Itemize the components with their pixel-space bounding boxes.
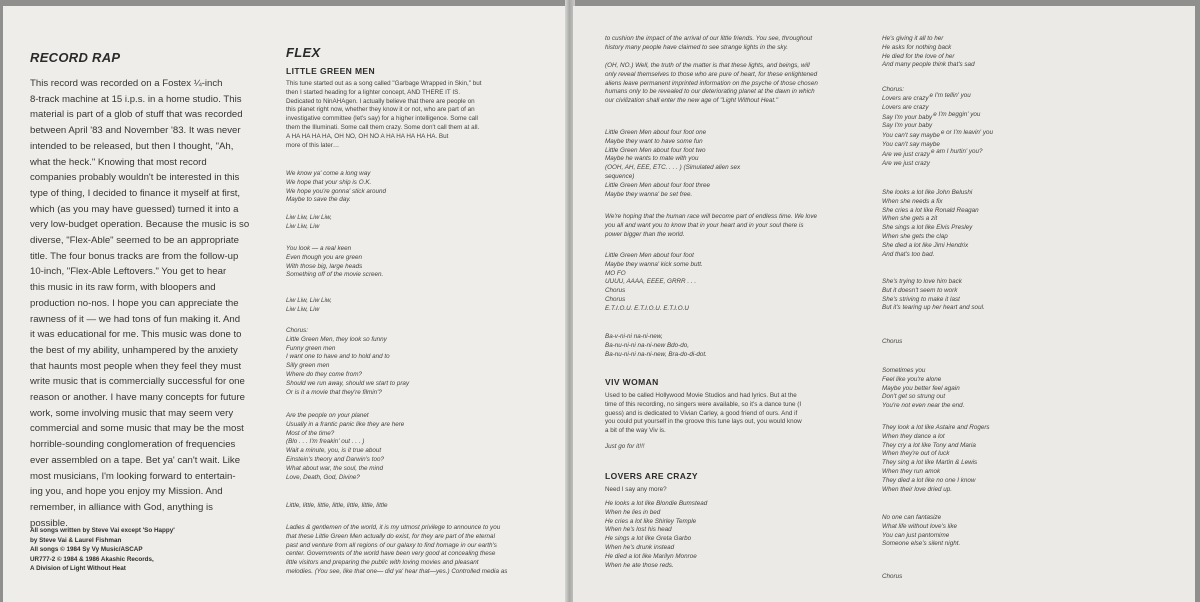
rap-line: ever assembled on a tape. Bet ya' can't wait. Like [30, 454, 241, 466]
lyric-line: You're not even near the end. [882, 402, 965, 410]
lyric-line: When they run amok [882, 467, 941, 475]
chorus-aside: e I'm tellin' you [929, 92, 971, 99]
lyric-line: You can just pantomime [882, 531, 950, 539]
rap-line: diverse, "Flex-Able" seemed to be an appropriate [30, 235, 239, 247]
rap-line: companies probably wouldn't be interested in this [30, 172, 240, 184]
lyric-line: aliens leave permanent imprinted information on the psyche of those chosen [605, 79, 818, 87]
lyric-line: She looks a lot like John Belushi [882, 189, 973, 196]
rap-line: the best of my ability, unhampered by the anxiety [30, 344, 238, 356]
lyric-line: Maybe they wanna' kick some butt. [605, 260, 703, 268]
flex-column [286, 6, 558, 602]
lyric-line: She cries a lot like Ronald Reagan [882, 206, 979, 214]
lyric-line: our civilization shall enter the new age of "Light Without Heat." [605, 97, 779, 105]
lyric-line: guess) and is dedicated to Vivian Carley, a good friend of ours. And if [605, 409, 798, 417]
chorus-aside: e am I hurtin' you? [930, 147, 983, 155]
credit-line: All songs written by Steve Vai except 'So Happy' [30, 527, 175, 534]
trying-verse [882, 278, 985, 313]
rap-line: horrible-sounding conglomeration of frequencies [30, 439, 236, 451]
right-page [573, 6, 1195, 602]
rap-line: reason or another. I have many concepts for future [30, 392, 245, 404]
credit-line: UR777-2 © 1984 & 1986 Akashic Records, [30, 555, 154, 563]
chorus-2: Chorus [882, 338, 903, 345]
lyric-line: Something off of the movie screen. [286, 271, 384, 279]
lyric-line: Chorus [605, 287, 626, 295]
lyric-line: Sometimes you [882, 367, 926, 374]
astaire-verse [882, 424, 990, 494]
little-line: Little, little, little, little, little, little, little [286, 502, 388, 509]
lyric-line: center. Governments of the world have been very good at concealing these [286, 550, 496, 558]
lyric-line: They died a lot like no one I know [882, 476, 976, 484]
lyric-line: Funny green men [286, 344, 336, 352]
lyric-line: melodies. (You see, like that one— did ya' hear that—yes.) Controlled media as [286, 567, 508, 575]
rap-line: material is part of a glob of stuff that was recorded [30, 109, 243, 121]
lyric-line: When he ate those reds. [605, 561, 674, 569]
lyric-line: Maybe you better feel again [882, 384, 960, 392]
rap-line: production no-nos. I hope you can appreciate the [30, 297, 239, 309]
lyric-line: When he lies in bed [605, 508, 661, 516]
lyric-line: Feel like you're alone [882, 375, 942, 383]
chorus-aside: e or I'm leavin' you [940, 129, 994, 137]
rap-line: work, some involving music that may seem very [30, 407, 234, 419]
lyric-line: sequence) [605, 172, 635, 180]
chorus-line [882, 129, 994, 141]
record-rap-body [30, 76, 249, 531]
chorus-line [882, 110, 993, 123]
lyric-line: little visitors and preparing the public with loving movies and pleasant [286, 559, 479, 567]
flex-title: FLEX [286, 45, 321, 60]
lyric-line: that these Little Green Men actually do exist, for they are part of the eternal [286, 532, 495, 540]
lyric-line: With those big, large heads [286, 262, 363, 270]
chorus-line-text: Lovers are crazy [882, 95, 929, 102]
lyric-line: When she needs a fix [882, 197, 943, 205]
lyric-line: But it doesn't seem to work [882, 286, 958, 294]
lyric-line: Where do they come from? [286, 370, 362, 378]
lyric-line: Most of the time? [286, 429, 335, 437]
lyric-line: When she gets the clap [882, 232, 948, 240]
lyric-line: Little Green Men about four foot three [605, 181, 711, 189]
lyric-line: Ba-v-ni-ni na-ni-new, [605, 333, 663, 340]
chorus-aside: e I'm beggin' you [933, 110, 981, 118]
lyric-line: They look a lot like Astaire and Rogers [882, 424, 990, 431]
viv-end: Just go for it!!! [605, 443, 645, 450]
rap-line: very low-budget operation. Because the music is so [30, 219, 250, 231]
lyric-line: She's trying to love him back [882, 278, 962, 285]
chorus-line: You can't say maybe [882, 140, 940, 148]
lyric-line: No one can fantasize [882, 514, 942, 521]
lyric-line: He asks for nothing back [882, 43, 952, 51]
credit-line: by Steve Vai & Laurel Fishman [30, 536, 122, 544]
cont-top [605, 35, 812, 53]
lyric-line: When they dance a lot [882, 432, 945, 440]
four-foot-four-verse [605, 252, 703, 314]
lyric-line: Maybe to save the day. [286, 196, 351, 204]
verse-1 [286, 170, 386, 205]
lyric-line: And that's too bad. [882, 250, 935, 258]
lyric-line: Liw Liw, Liw Liw, [286, 214, 332, 221]
song-title-lovers-are-crazy: LOVERS ARE CRAZY [605, 471, 698, 481]
giving-verse [882, 35, 975, 70]
credit-line: A Division of Light Without Heat [30, 565, 126, 573]
song-title-little-green-men: LITTLE GREEN MEN [286, 66, 376, 76]
lyric-line: When he's lost his head [605, 526, 672, 534]
lyric-line: past and venture from all regions of our galaxy to find homage in our earth's [286, 541, 497, 549]
lyric-line: only reveal themselves to those who are pure of heart, for these enlightened [605, 70, 818, 78]
ladies-and-gentlemen-text [286, 524, 507, 577]
oh-no-text [605, 62, 818, 106]
rap-line: title. The four bonus tracks are from the follow-up [30, 250, 239, 262]
lyric-line: Little Green Men about four foot two [605, 146, 706, 154]
lyric-line: You look — a real keen [286, 245, 352, 252]
lyric-line: Even though you are green [286, 253, 362, 261]
chorus-line [882, 147, 993, 160]
rap-line: it was educational for me. This music was done to [30, 329, 242, 341]
rap-line: this music in its raw form, with bloopers and [30, 282, 216, 294]
lyric-line: to cushion the impact of the arrival of our little friends. You see, throughout [605, 35, 813, 42]
lyric-line: Should we run away, should we start to pray [286, 379, 410, 387]
lyric-line: history many people have claimed to see strange lights in the sky. [605, 43, 788, 51]
verse-3 [286, 412, 404, 482]
lyric-line: (Blo . . . I'm freakin' out . . . ) [286, 438, 365, 446]
lyric-line: Wait a minute, you, is it true about [286, 447, 382, 455]
lyric-line: We know ya' come a long way [286, 170, 371, 177]
rap-line: 8-track machine at 15 i.p.s. in a home studio. This [30, 93, 242, 105]
lyric-line: Someone else's silent night. [882, 540, 961, 548]
rap-line: write music that is commercially successful for one [30, 376, 245, 388]
lyric-line: She's striving to make it last [882, 295, 960, 303]
lyric-line: But it's tearing up her heart and soul. [882, 304, 985, 312]
lyric-line: Ba-nu-ni-ni na-ni-new Bdo-do, [605, 341, 690, 349]
lyric-line: They cry a lot like Tony and Maria [882, 441, 976, 449]
lyric-line: humans only to be revealed to our deteriorating planet at the dawn in which [605, 88, 815, 96]
belushi-verse [882, 189, 979, 259]
lyric-line: He looks a lot like Blondie Bumstead [605, 500, 708, 507]
sometimes-verse [882, 367, 964, 411]
chorus-little-green-men [286, 327, 409, 397]
lyric-line: Usually in a frantic panic like they are here [286, 420, 405, 428]
lyric-line: Maybe they wanna' be set free. [605, 190, 693, 198]
lyric-line: He cries a lot like Shirley Temple [605, 517, 697, 525]
lyric-line: When they're out of luck [882, 450, 950, 458]
credits-block [30, 526, 175, 574]
lyric-line: When their love dried up. [882, 485, 953, 493]
right-column [882, 6, 1032, 602]
lyric-line: We hope you're gonna' stick around [286, 187, 386, 195]
lyric-line: He's giving it all to her [882, 35, 944, 42]
rap-line: what the heck." Knowing that most record [30, 156, 207, 168]
middle-column [605, 6, 867, 602]
lyric-line: What life without love's like [882, 522, 958, 530]
lyric-line: Are the people on your planet [286, 412, 369, 419]
chorus-line-text: You can't say maybe [882, 132, 940, 140]
lyric-line: Little Green Men about four foot [605, 252, 694, 259]
chorus-pair [882, 147, 993, 169]
lyric-line: A HA HA HA HA, OH NO, OH NO A HA HA HA HA HA. But [286, 132, 449, 140]
chorus-line: Say I'm your baby [882, 122, 933, 130]
lyric-line: We hope that your ship is O.K. [286, 178, 372, 186]
lyric-line: And many people think that's sad [882, 61, 975, 69]
lyric-line: a bit of the way Viv is. [605, 427, 666, 435]
lyric-line: When he's drunk instead [605, 543, 675, 551]
chorus-pairs [882, 92, 994, 169]
chorus-line-text: Say I'm your baby [882, 113, 933, 121]
rap-line: which (as you may have guessed) turned it into a [30, 203, 239, 215]
lyric-line: When she gets a zit [882, 215, 938, 223]
lyric-line: She sings a lot like Elvis Presley [882, 224, 973, 232]
lyric-line: power bigger than the world. [605, 230, 685, 238]
rap-line: remember, in alliance with God, anything is [30, 501, 213, 513]
rap-line: rawness of it — we had tons of fun making it. And [30, 313, 241, 325]
lyric-line: Liw Liw, Liw [286, 222, 320, 230]
four-foot-verse [605, 129, 740, 199]
verse-2 [286, 245, 383, 280]
lyric-line: Little Green Men about four foot one [605, 129, 707, 136]
little-green-men-intro [286, 80, 481, 150]
lyric-line: Chorus: [286, 327, 309, 334]
lyric-line: you could put yourself in the groove this tune lays out, you would know [605, 418, 802, 426]
lyric-line: Little Green Men, they look so funny [286, 335, 387, 343]
rap-line: 10-inch, "Flex-Able Leftovers." You get to hear [30, 266, 227, 278]
chorus-line: Lovers are crazy [882, 103, 929, 111]
rap-line: most musicians, I'm looking forward to entertain- [30, 470, 236, 482]
lyric-line: UUUU, AAAA, EEEE, GRRR . . . [605, 278, 697, 286]
lyric-line: Liw Liw, Liw [286, 305, 320, 313]
liw-liw-1 [286, 214, 332, 232]
lyric-line: Used to be called Hollywood Movie Studios and had lyrics. But at the [605, 392, 797, 399]
lyric-line: Don't get so strung out [882, 393, 946, 401]
lyric-line: He died for the love of her [882, 52, 955, 60]
hoping-text [605, 213, 817, 239]
lyric-line: What about war, the soul, the mind [286, 464, 383, 472]
credit-line: All songs © 1984 Sy Vy Music/ASCAP [30, 546, 143, 554]
lyric-line: He died a lot like Marilyn Monroe [605, 552, 697, 560]
rap-line: possible. [30, 517, 68, 529]
rap-line: that haunts most people when they feel they must [30, 360, 242, 372]
chorus-label: Chorus: [882, 86, 905, 93]
lyric-line: She died a lot like Jimi Hendrix [882, 241, 969, 249]
chorus-line [882, 92, 993, 104]
left-page [3, 6, 569, 602]
lyric-line: Dedicated to NinAHAgen. I actually believe that there are people on [286, 97, 475, 105]
rap-line: between April '83 and November '83. It was never [30, 125, 241, 137]
lovers-intro: Need I say any more? [605, 486, 667, 493]
lyric-line: Liw Liw, Liw Liw, [286, 297, 332, 304]
lyric-line: Chorus [605, 295, 626, 303]
lyric-line: more of this later… [286, 141, 340, 149]
lyric-line: I want one to have and to hold and to [286, 353, 390, 361]
lyric-line: then I started heading for a lighter concept, AND THERE IT IS. [286, 88, 461, 96]
lyric-line: (OOH, AH, EEE, ETC. . . . ) (Simulated alien sex [605, 164, 741, 172]
lyric-line: Einstein's theory and Darwin's too? [286, 455, 384, 463]
lovers-verse [605, 500, 707, 570]
liw-liw-2 [286, 297, 332, 315]
lyric-line: Maybe they want to have some fun [605, 137, 703, 145]
record-rap-column [30, 6, 280, 602]
rap-line: intended to be released, but then I thought, "Ah, [30, 140, 234, 152]
song-title-viv-woman: VIV WOMAN [605, 377, 659, 387]
rap-line: This record was recorded on a Fostex ¼-inch [30, 78, 223, 89]
lyric-line: time of this recording, no singers were available, so it's a dance tune (I [605, 400, 802, 408]
viv-woman-text [605, 392, 802, 436]
lyric-line: Ba-nu-ni-ni na-ni-new, Bra-do-di-dot. [605, 350, 707, 358]
lyric-line: Love, Death, God, Divine? [286, 473, 360, 481]
lyric-line: They sing a lot like Martin & Lewis [882, 459, 978, 467]
chorus-line-text: Are we just crazy [882, 150, 930, 158]
ba-vini-lines [605, 333, 707, 359]
lyric-line: Or is it a movie that they're filmin'? [286, 388, 382, 396]
lyric-line: We're hoping that the human race will become part of endless time. We love [605, 213, 818, 220]
lyric-line: Ladies & gentlemen of the world, it is my utmost privilege to announce to you [286, 524, 501, 531]
chorus-pair [882, 92, 993, 113]
lyric-line: you all and want you to know that in your heart and in your soul there is [605, 221, 804, 229]
rap-line: commercial and some music that may be the most [30, 423, 244, 435]
chorus-line: Are we just crazy [882, 159, 930, 167]
lyric-line: He sings a lot like Greta Garbo [605, 535, 692, 543]
lyric-line: E.T.I.O.U. E.T.I.O.U. E.T.I.O.U [605, 304, 689, 312]
lyric-line: (OH, NO.) Well, the truth of the matter is that these lights, and beings, will [605, 62, 810, 69]
lyric-line: this planet right now, whether they know it or not, who are part of an [286, 106, 475, 114]
lyric-line: MO FO [605, 269, 626, 277]
no-one-verse [882, 514, 960, 549]
chorus-3: Chorus [882, 573, 903, 580]
lyric-line: Silly green men [286, 362, 330, 370]
lyric-line: them the Illuminati. Some call them crazy. Some don't call them at all. [286, 123, 480, 131]
record-rap-title: RECORD RAP [30, 50, 121, 65]
lyric-line: investigative committee (let's say) for a higher intelligence. Some call [286, 115, 478, 123]
rap-line: ing you, and hope you enjoy my Mission. And [30, 486, 223, 498]
lyric-line: This tune started out as a song called "Garbage Wrapped in Skin," but [286, 80, 482, 87]
rap-line: type of thing, I decided to finance it myself at first, [30, 187, 241, 199]
lyric-line: Maybe he wants to mate with you [605, 155, 699, 163]
